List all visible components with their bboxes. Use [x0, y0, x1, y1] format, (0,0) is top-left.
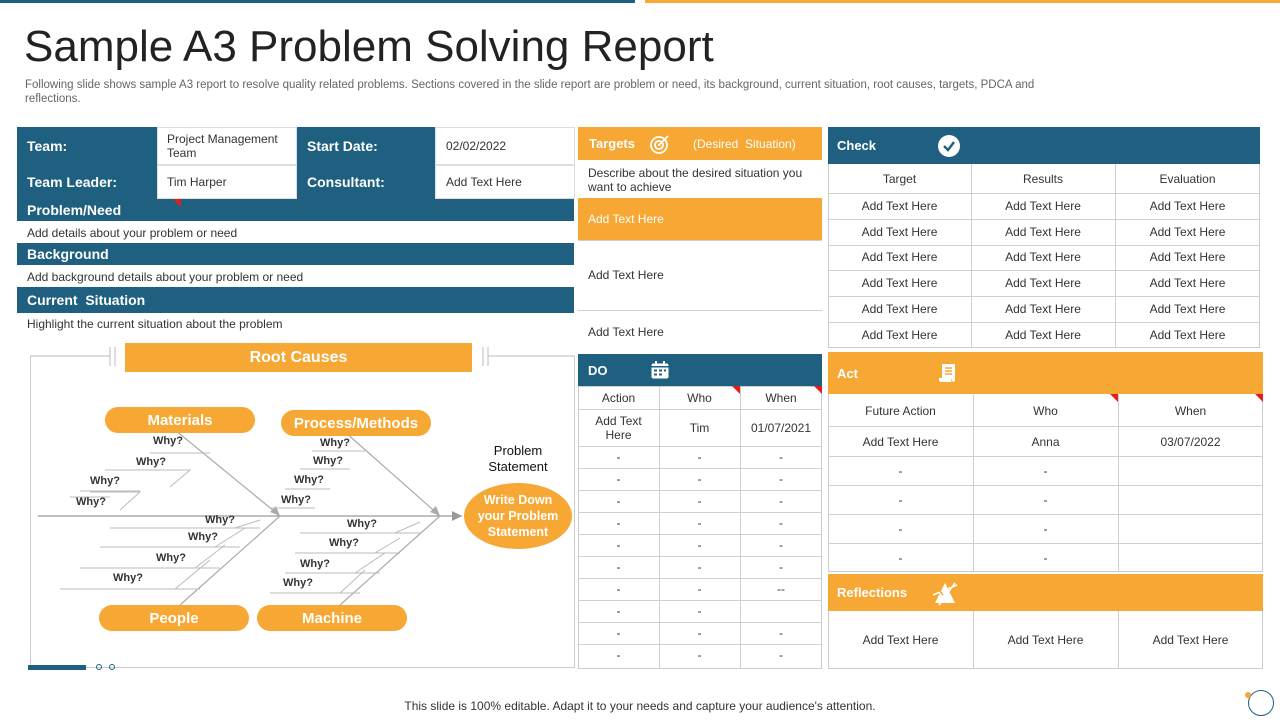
reflection-cell: Add Text Here: [862, 633, 939, 647]
do-cell: -: [697, 494, 702, 508]
why-label: Why?: [300, 558, 330, 570]
why-label: Why?: [76, 496, 106, 508]
check-cell: Add Text Here: [1005, 250, 1081, 265]
do-cell: -: [697, 626, 702, 640]
why-label: Why?: [281, 494, 311, 506]
problem-need-header: Problem/Need: [17, 199, 574, 221]
do-cell: -: [616, 472, 621, 486]
reflection-icon: [931, 579, 959, 607]
act-header: [828, 352, 1263, 394]
check-header-cell: Results: [1022, 171, 1063, 186]
check-cell: Add Text Here: [861, 327, 938, 342]
do-cell: -: [697, 472, 702, 486]
do-cell: -: [779, 648, 783, 662]
start-date-value: 02/02/2022: [435, 127, 575, 165]
do-cell: -: [779, 538, 783, 552]
check-cell: Add Text Here: [1005, 198, 1081, 213]
root-causes-title: Root Causes: [125, 343, 472, 372]
do-cell: Add Text Here: [595, 414, 642, 442]
do-header-cell: When: [765, 390, 797, 405]
do-cell: -: [616, 560, 621, 574]
do-cell: -: [697, 538, 702, 552]
why-label: Why?: [153, 435, 183, 447]
do-cell: -: [697, 450, 702, 464]
do-cell: -: [779, 560, 783, 574]
act-title: Act: [837, 365, 858, 381]
act-cell: -: [1043, 463, 1048, 478]
do-cell: -: [697, 516, 702, 530]
do-cell: -: [616, 582, 621, 596]
check-cell: Add Text Here: [1005, 327, 1081, 342]
check-cell: Add Text Here: [1005, 276, 1081, 291]
do-header-cell: Action: [601, 390, 636, 405]
comment-flag: [814, 386, 822, 394]
reflection-cell: Add Text Here: [1007, 633, 1084, 647]
process-methods-pill: Process/Methods: [281, 410, 431, 436]
footer-note: This slide is 100% editable. Adapt it to your needs and capture your audience's attention.: [404, 699, 876, 713]
check-cell: Add Text Here: [1149, 327, 1226, 342]
reflection-cell: Add Text Here: [1152, 633, 1229, 647]
consultant-value: Add Text Here: [435, 165, 575, 199]
do-title: DO: [588, 362, 608, 378]
do-cell: -: [779, 516, 783, 530]
why-label: Why?: [320, 437, 350, 449]
comment-flag: [1110, 394, 1118, 402]
check-cell: Add Text Here: [1005, 224, 1081, 239]
why-label: Why?: [136, 456, 166, 468]
do-cell: -: [616, 648, 621, 662]
act-cell: [1118, 485, 1263, 514]
page-subtitle: Following slide shows sample A3 report to resolve quality related problems. Sections covered in the slide report are problem or need, its background, current situation, root causes, targets, PDCA and reflections.: [25, 79, 1035, 105]
do-cell: --: [777, 582, 785, 596]
machine-pill: Machine: [257, 605, 407, 631]
act-cell: -: [898, 492, 903, 507]
act-cell: Add Text Here: [862, 434, 939, 449]
act-cell: [1118, 514, 1263, 543]
team-value: Project Management Team: [157, 127, 297, 165]
team-label: Team:: [17, 127, 157, 165]
why-label: Why?: [313, 455, 343, 467]
background-header: Background: [17, 243, 574, 265]
check-cell: Add Text Here: [861, 224, 938, 239]
calendar-icon: [650, 360, 670, 380]
check-cell: Add Text Here: [1149, 276, 1226, 291]
act-cell: 03/07/2022: [1160, 434, 1221, 449]
do-cell: -: [616, 604, 621, 618]
why-label: Why?: [156, 552, 186, 564]
why-label: Why?: [205, 514, 235, 526]
do-cell: 01/07/2021: [750, 421, 812, 435]
scroll-icon: [936, 361, 960, 385]
act-cell: -: [898, 550, 903, 565]
act-cell: Anna: [1031, 434, 1060, 449]
checkmark-icon: [938, 135, 960, 157]
current-situation-header: Current Situation: [17, 287, 574, 313]
target-icon: [649, 133, 671, 155]
do-cell: -: [779, 472, 783, 486]
targets-description: Describe about the desired situation you want to achieve: [588, 166, 803, 194]
do-cell: -: [779, 626, 783, 640]
check-cell: Add Text Here: [1005, 302, 1081, 317]
team-leader-value: Tim Harper: [157, 165, 297, 199]
current-situation-text: Highlight the current situation about the problem: [27, 317, 283, 331]
do-header: [578, 354, 822, 386]
check-header-cell: Evaluation: [1159, 171, 1216, 186]
team-leader-label: Team Leader:: [17, 165, 157, 199]
check-cell: Add Text Here: [861, 276, 938, 291]
reflections-header: [828, 574, 1263, 611]
act-cell: -: [898, 463, 903, 478]
do-cell: -: [697, 604, 702, 618]
do-cell: -: [697, 648, 702, 662]
comment-flag: [1255, 394, 1263, 402]
why-label: Why?: [113, 572, 143, 584]
why-label: Why?: [188, 531, 218, 543]
targets-title: Targets: [589, 136, 635, 151]
do-cell: -: [616, 538, 621, 552]
check-cell: Add Text Here: [861, 198, 938, 213]
why-label: Why?: [329, 537, 359, 549]
check-title: Check: [837, 138, 877, 153]
comment-flag: [732, 386, 740, 394]
do-cell: -: [779, 494, 783, 508]
act-header-cell: Who: [1033, 404, 1058, 418]
do-cell: Tim: [689, 421, 710, 435]
act-cell: -: [898, 521, 903, 536]
do-cell: [740, 600, 822, 622]
check-cell: Add Text Here: [861, 302, 938, 317]
act-cell: [1118, 543, 1263, 572]
act-cell: -: [1043, 492, 1048, 507]
do-cell: -: [616, 626, 621, 640]
reflections-title: Reflections: [837, 585, 908, 600]
do-header-cell: Who: [687, 390, 712, 405]
targets-desired: (Desired Situation): [693, 136, 796, 151]
act-cell: -: [1043, 521, 1048, 536]
do-cell: -: [697, 582, 702, 596]
act-cell: -: [1043, 550, 1048, 565]
why-label: Why?: [294, 474, 324, 486]
targets-header: [578, 127, 822, 160]
do-cell: -: [616, 494, 621, 508]
check-cell: Add Text Here: [1149, 198, 1226, 213]
act-cell: [1118, 456, 1263, 485]
do-cell: -: [779, 450, 783, 464]
check-cell: Add Text Here: [861, 250, 938, 265]
background-text: Add background details about your problem or need: [27, 270, 304, 284]
targets-row: Add Text Here: [588, 268, 664, 282]
corner-circle-icon: [1248, 690, 1274, 716]
check-header-cell: Target: [882, 171, 917, 186]
do-cell: -: [697, 560, 702, 574]
problem-need-text: Add details about your problem or need: [27, 226, 238, 240]
do-cell: -: [616, 450, 621, 464]
people-pill: People: [99, 605, 249, 631]
why-label: Why?: [90, 475, 120, 487]
act-header-cell: Future Action: [865, 404, 936, 418]
check-cell: Add Text Here: [1149, 250, 1226, 265]
start-date-label: Start Date:: [297, 127, 435, 165]
why-label: Why?: [283, 577, 313, 589]
check-header: [828, 127, 1260, 164]
consultant-label: Consultant:: [297, 165, 435, 199]
targets-row: Add Text Here: [578, 198, 822, 240]
problem-statement-ellipse: Write Down your Problem Statement: [464, 483, 572, 549]
why-label: Why?: [347, 518, 377, 530]
do-cell: -: [616, 516, 621, 530]
problem-statement-label: Problem Statement: [488, 443, 548, 474]
corner-dot-icon: [1245, 692, 1251, 698]
page-title: Sample A3 Problem Solving Report: [24, 22, 714, 71]
check-cell: Add Text Here: [1149, 302, 1226, 317]
check-cell: Add Text Here: [1149, 224, 1226, 239]
act-header-cell: When: [1174, 404, 1207, 418]
targets-row: Add Text Here: [588, 325, 664, 339]
materials-pill: Materials: [105, 407, 255, 433]
